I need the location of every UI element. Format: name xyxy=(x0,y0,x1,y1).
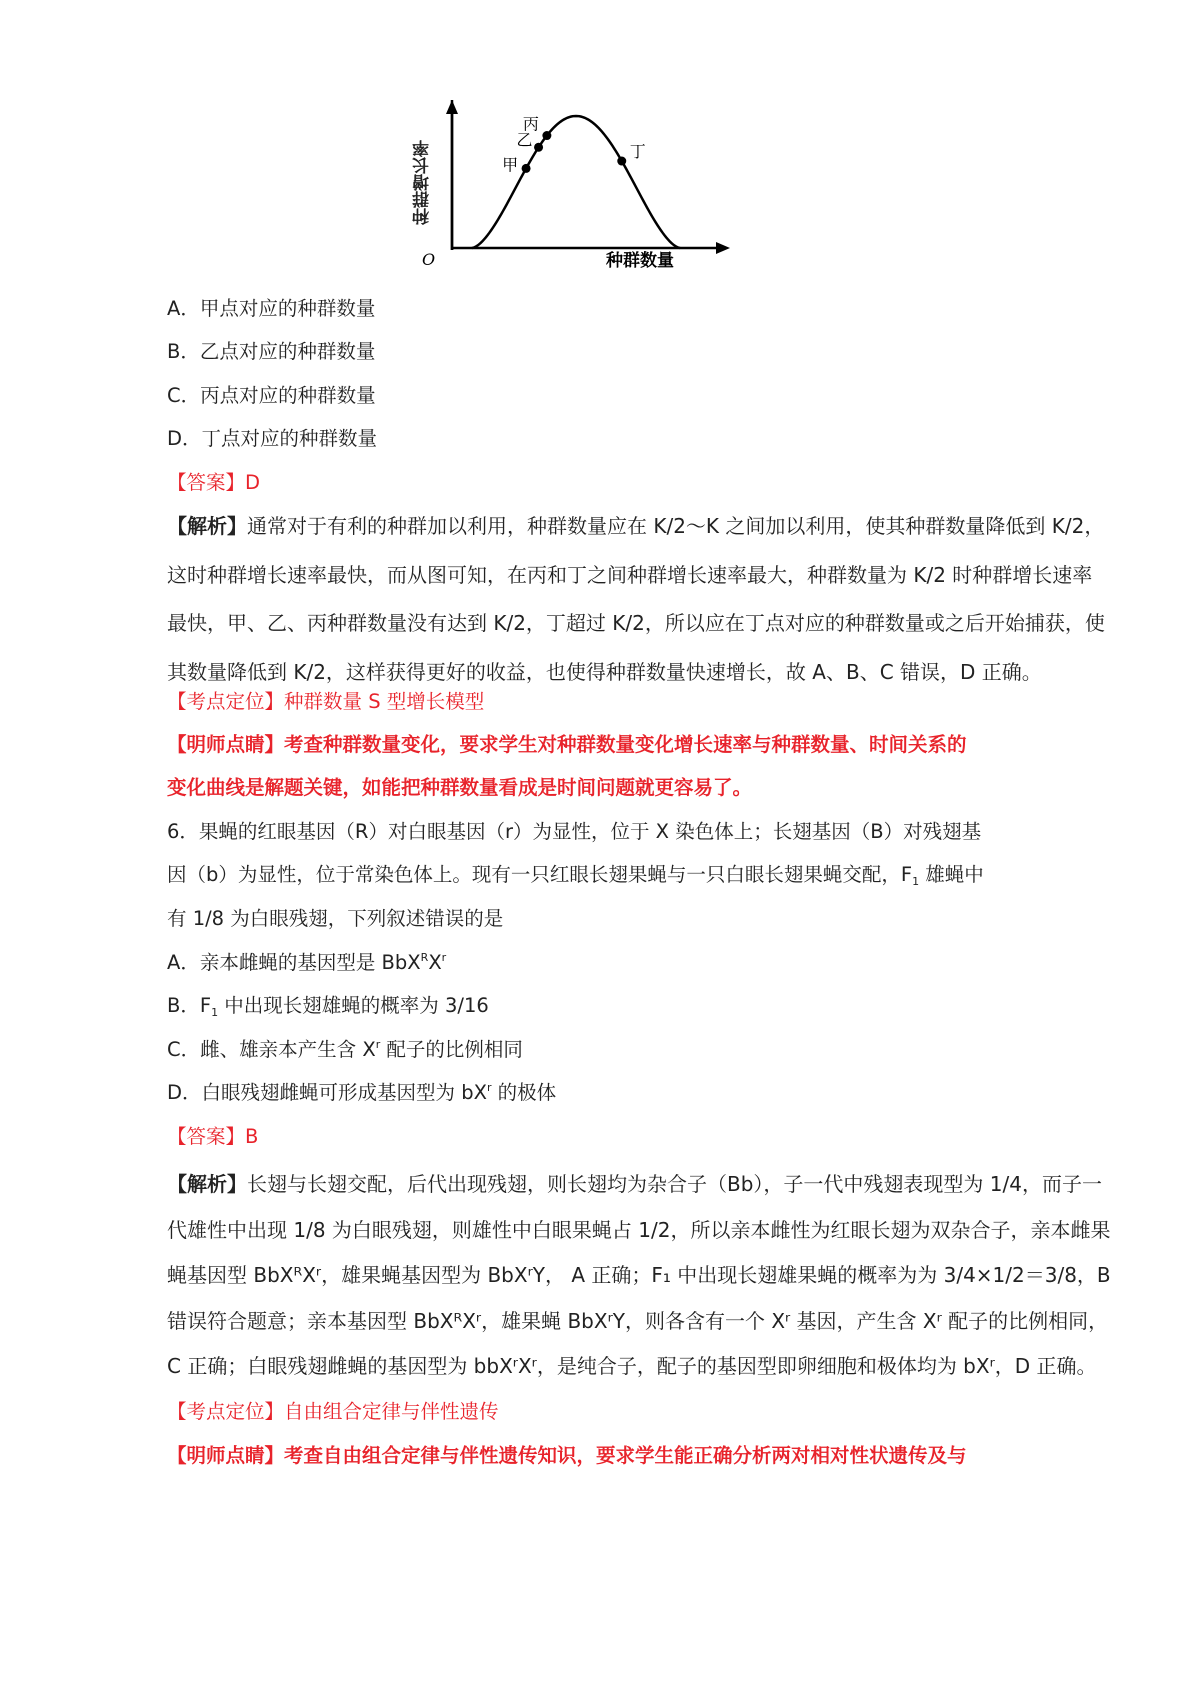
answer-value: B xyxy=(245,1125,259,1148)
analysis-tag: 【解析】 xyxy=(167,1172,247,1196)
point-2 xyxy=(534,143,543,152)
q5-mingshi-line-2: 变化曲线是解题关键，如能把种群数量看成是时间问题就更容易了。 xyxy=(167,776,753,799)
q6-stem-line-2 xyxy=(167,863,984,887)
superscript: r xyxy=(441,951,447,964)
point-label-3: 丙 xyxy=(522,114,539,134)
subscript: 1 xyxy=(912,875,920,888)
option-text: A．亲本雌蝇的基因型是 BbX xyxy=(167,951,421,974)
q6-option-b xyxy=(167,994,489,1018)
subscript: 1 xyxy=(211,1006,219,1019)
kaodian-tag: 【考点定位】 xyxy=(167,1400,285,1423)
analysis-line: 其数量降低到 K/2，这样获得更好的收益，也使得种群数量快速增长，故 A、B、C 错误，D 正确。 xyxy=(167,659,1042,684)
analysis-line: 代雄性中出现 1/8 为白眼残翅，则雄性中白眼果蝇占 1/2，所以亲本雌性为红眼长翅为双杂合子，亲本雌果 xyxy=(167,1217,1111,1242)
stem-text: 雄蝇中 xyxy=(919,863,984,886)
kaodian-text: 自由组合定律与伴性遗传 xyxy=(284,1400,499,1423)
superscript: R xyxy=(420,951,429,964)
superscript: r xyxy=(486,1081,492,1094)
q6-stem-line-3: 有 1/8 为白眼残翅，下列叙述错误的是 xyxy=(167,907,504,930)
mingshi-tag: 【明师点睛】 xyxy=(167,733,285,756)
y-axis-arrow xyxy=(446,100,458,114)
q6-option-c xyxy=(167,1038,523,1062)
point-1 xyxy=(522,164,531,173)
q6-answer xyxy=(167,1125,258,1149)
point-3 xyxy=(542,131,551,140)
origin-label: O xyxy=(422,250,436,269)
analysis-tag: 【解析】 xyxy=(167,514,247,538)
analysis-line: 长翅与长翅交配，后代出现残翅，则长翅均为杂合子（Bb），子一代中残翅表现型为 1/4，而子一 xyxy=(247,1172,1102,1196)
q5-analysis xyxy=(167,502,1157,696)
analysis-line: 蝇基因型 BbXᴿXʳ，雄果蝇基因型为 BbXʳY， A 正确；F₁ 中出现长翅雄果蝇的概率为为 3/4×1/2＝3/8，B xyxy=(167,1263,1111,1287)
q5-option-d: D．丁点对应的种群数量 xyxy=(167,427,378,450)
point-label-4: 丁 xyxy=(629,142,646,162)
x-axis-label: 种群数量 xyxy=(606,251,674,271)
mingshi-text: 考查自由组合定律与伴性遗传知识，要求学生能正确分析两对相对性状遗传及与 xyxy=(284,1444,967,1467)
superscript: r xyxy=(375,1038,381,1051)
q5-kaodian xyxy=(167,690,484,714)
q5-option-b: B．乙点对应的种群数量 xyxy=(167,340,376,363)
kaodian-tag: 【考点定位】 xyxy=(167,690,285,713)
x-axis-arrow xyxy=(716,242,730,254)
option-text: B．F xyxy=(167,994,212,1017)
q6-analysis xyxy=(167,1162,1157,1390)
mingshi-line: 考查种群数量变化，要求学生对种群数量变化增长速率与种群数量、时间关系的 xyxy=(284,733,967,756)
y-axis-label: 种群增长率 xyxy=(413,140,433,225)
q5-option-a: A．甲点对应的种群数量 xyxy=(167,297,376,320)
q6-option-d xyxy=(167,1081,556,1105)
answer-tag: 【答案】 xyxy=(167,1125,246,1148)
answer-tag: 【答案】 xyxy=(167,471,246,494)
point-label-1: 甲 xyxy=(502,155,519,175)
q6-stem-line-1: 6．果蝇的红眼基因（R）对白眼基因（r）为显性，位于 X 染色体上；长翅基因（B）对残翅基 xyxy=(167,820,982,843)
growth-rate-curve xyxy=(472,116,680,248)
analysis-line: C 正确；白眼残翅雌蝇的基因型为 bbXʳXʳ，是纯合子，配子的基因型即卵细胞和极体均为 bXʳ，D 正确。 xyxy=(167,1354,1097,1378)
kaodian-text: 种群数量 S 型增长模型 xyxy=(284,690,485,713)
option-text: D．白眼残翅雌蝇可形成基因型为 bX xyxy=(167,1081,487,1104)
q6-mingshi xyxy=(167,1444,967,1468)
stem-text: 因（b）为显性，位于常染色体上。现有一只红眼长翅果蝇与一只白眼长翅果蝇交配，F xyxy=(167,863,913,886)
analysis-line: 最快，甲、乙、丙种群数量没有达到 K/2，丁超过 K/2，所以应在丁点对应的种群数量或之后开始捕获，使 xyxy=(167,611,1105,635)
analysis-line: 通常对于有利的种群加以利用，种群数量应在 K/2～K 之间加以利用，使其种群数量降低到 K/2， xyxy=(247,514,1105,538)
q5-answer xyxy=(167,471,260,495)
option-text: 中出现长翅雄蝇的概率为 3/16 xyxy=(218,994,489,1017)
answer-value: D xyxy=(245,471,261,494)
analysis-line: 错误符合题意；亲本基因型 BbXᴿXʳ，雄果蝇 BbXʳY，则各含有一个 Xʳ 基因，产生含 Xʳ 配子的比例相同， xyxy=(167,1308,1109,1333)
point-4 xyxy=(617,157,626,166)
option-text: C．雌、雄亲本产生含 X xyxy=(167,1038,376,1061)
q6-option-a xyxy=(167,951,446,975)
option-text: 的极体 xyxy=(491,1081,557,1104)
option-text: X xyxy=(428,951,442,974)
q5-mingshi xyxy=(167,733,967,757)
analysis-line: 这时种群增长速率最快，而从图可知，在丙和丁之间种群增长速率最大，种群数量为 K/2 时种群增长速率 xyxy=(167,562,1093,587)
point-label-2: 乙 xyxy=(516,130,533,150)
chart-axes xyxy=(446,100,730,254)
q6-kaodian xyxy=(167,1400,499,1424)
option-text: 配子的比例相同 xyxy=(380,1038,523,1061)
q5-option-c: C．丙点对应的种群数量 xyxy=(167,384,376,407)
mingshi-tag: 【明师点睛】 xyxy=(167,1444,285,1467)
